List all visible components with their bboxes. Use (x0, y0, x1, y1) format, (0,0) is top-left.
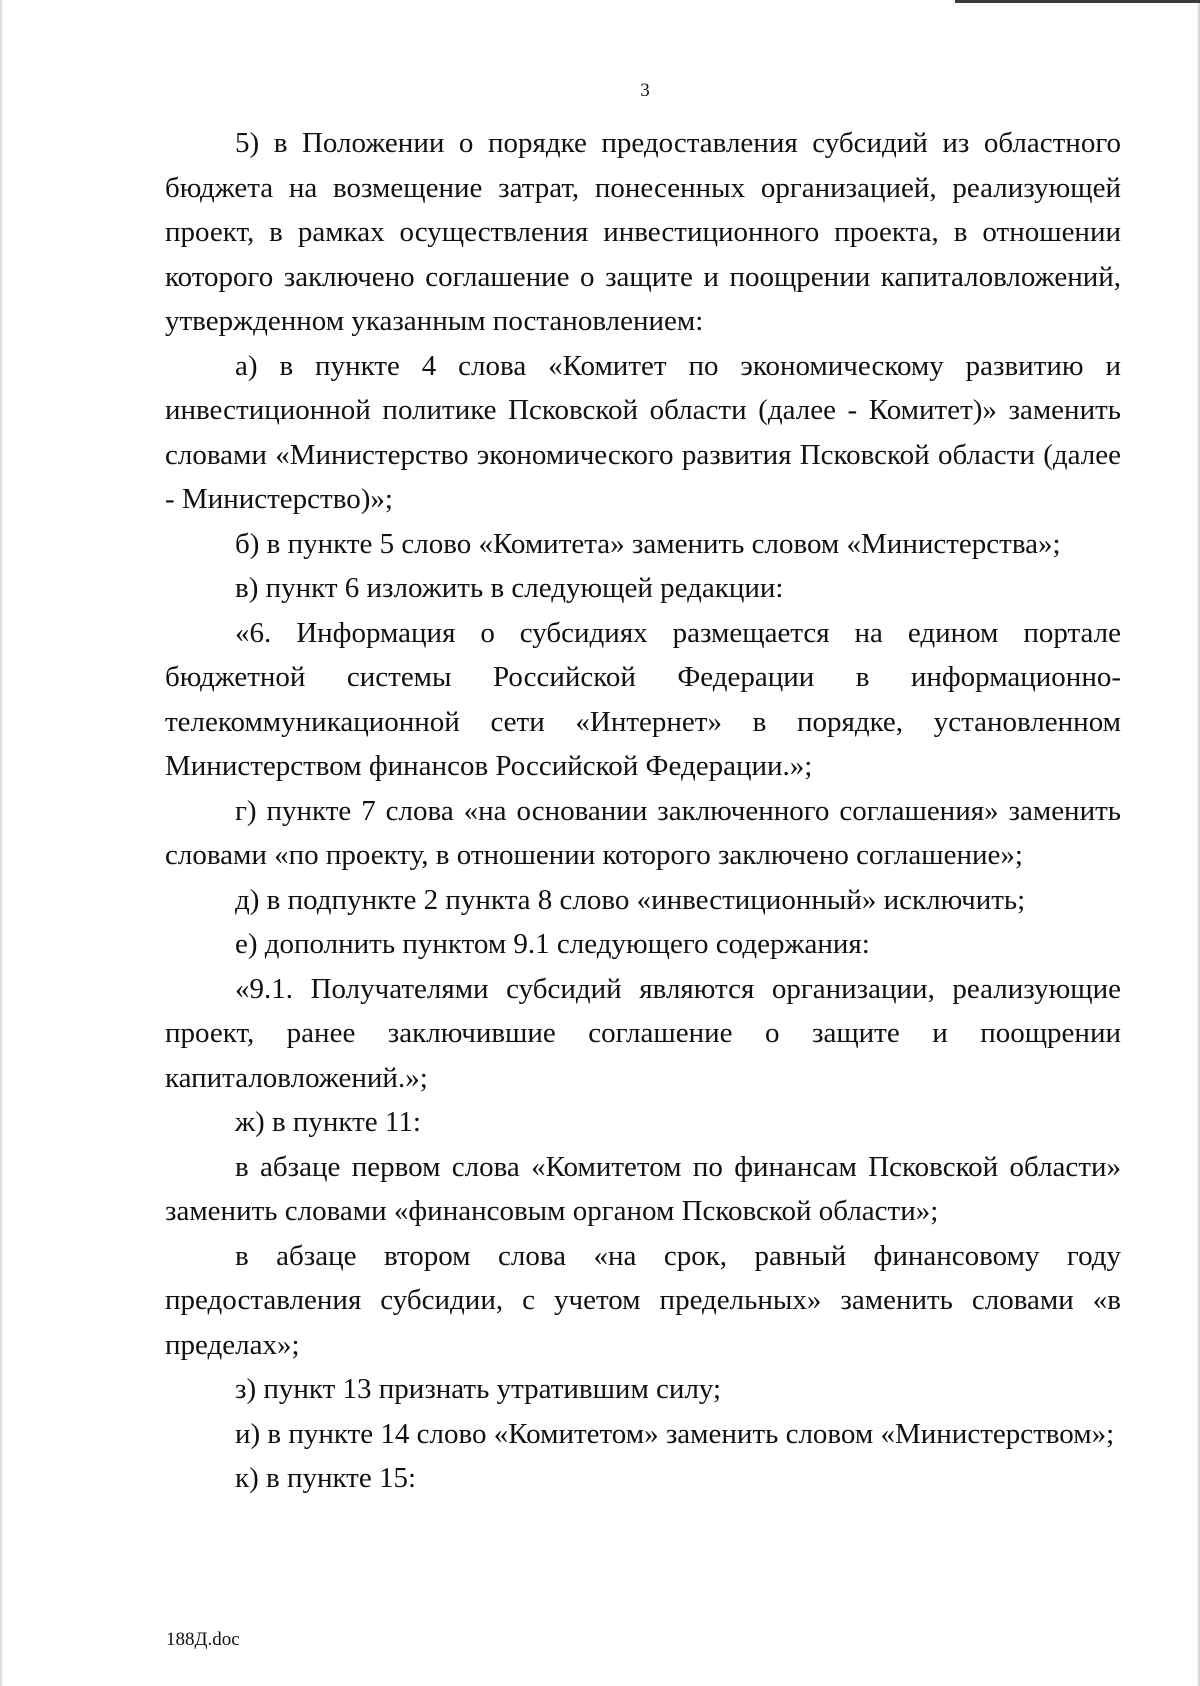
footer-filename: 188Д.doc (166, 1629, 240, 1650)
document-body (165, 121, 1121, 1501)
paragraph: «6. Информация о субсидиях размещается на едином портале бюджетной системы Российской Федерации в информационно-телекоммуникационной сети «Интернет» в порядке, установленном Министерством финансов Российской Федерации.»; (165, 616, 1121, 782)
paragraph: в) пункт 6 изложить в следующей редакции: (235, 572, 784, 604)
paragraph: в абзаце втором слова «на срок, равный финансовому году предоставления субсидии, с учетом предельных» заменить словами «в пределах»; (165, 1239, 1121, 1361)
paragraph: е) дополнить пунктом 9.1 следующего содержания: (235, 928, 870, 960)
paragraph: и) в пункте 14 слово «Комитетом» заменить словом «Министерством»; (235, 1417, 1115, 1450)
paragraph: а) в пункте 4 слова «Комитет по экономическому развитию и инвестиционной политике Псковской области (далее - Комитет)» заменить словами «Министерство экономического развития Псковской области (далее - Министерство)»; (165, 349, 1121, 515)
paragraph: б) в пункте 5 слово «Комитета» заменить словом «Министерства»; (235, 527, 1061, 560)
paragraph: 5) в Положении о порядке предоставления субсидий из областного бюджета на возмещение затрат, понесенных организацией, реализующей проект, в рамках осуществления инвестиционного проекта, в отношении которого заключено соглашение о защите и поощрении капиталовложений, утвержденном указанным постановлением: (165, 127, 1121, 337)
paragraph: «9.1. Получателями субсидий являются организации, реализующие проект, ранее заключившие соглашение о защите и поощрении капиталовложений.»; (165, 972, 1121, 1094)
paragraph: к) в пункте 15: (235, 1462, 417, 1494)
paragraph: в абзаце первом слова «Комитетом по финансам Псковской области» заменить словами «финансовым органом Псковской области»; (165, 1150, 1121, 1227)
paragraph: г) пункте 7 слова «на основании заключенного соглашения» заменить словами «по проекту, в отношении которого заключено соглашение»; (165, 794, 1121, 871)
paragraph: з) пункт 13 признать утратившим силу; (235, 1373, 722, 1405)
paragraph: д) в подпункте 2 пункта 8 слово «инвестиционный» исключить; (235, 883, 1026, 916)
scan-top-rule (955, 0, 1200, 3)
page-number: 3 (640, 80, 650, 101)
paragraph: ж) в пункте 11: (235, 1106, 421, 1138)
scan-edge-left (0, 0, 3, 1686)
